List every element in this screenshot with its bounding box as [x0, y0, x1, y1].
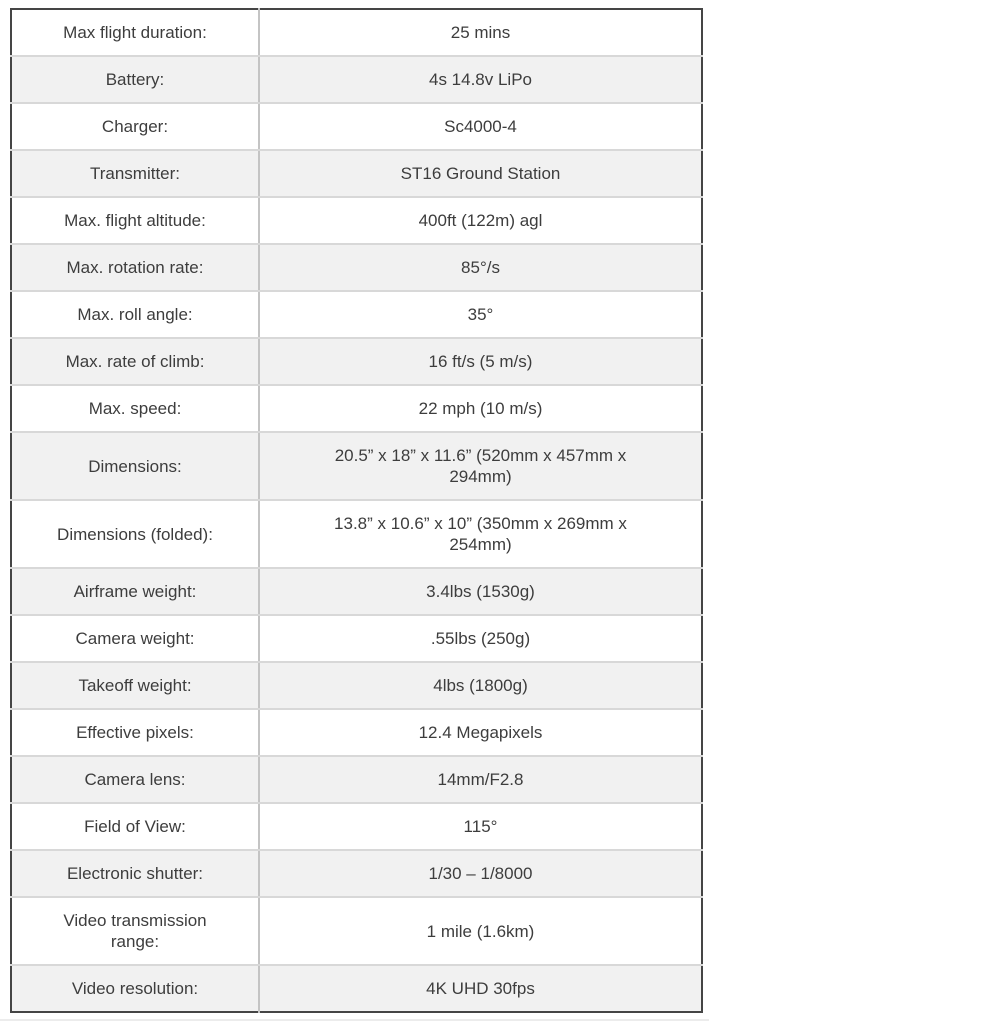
spec-label-cell — [11, 965, 259, 1012]
spec-value: 400ft (122m) agl — [418, 211, 543, 230]
spec-label-cell — [11, 56, 259, 103]
spec-label-cell — [11, 291, 259, 338]
spec-value-cell — [259, 291, 702, 338]
spec-value: 14mm/F2.8 — [437, 770, 524, 789]
spec-label: Electronic shutter: — [66, 864, 204, 883]
table-row — [11, 803, 702, 850]
spec-label: Max. speed: — [88, 399, 182, 418]
spec-value-cell — [259, 385, 702, 432]
spec-label: Video resolution: — [71, 979, 199, 998]
spec-value: 13.8” x 10.6” x 10” (350mm x 269mm x 254mm) — [334, 514, 627, 554]
table-row — [11, 850, 702, 897]
spec-value-cell — [259, 500, 702, 568]
spec-label: Max. rate of climb: — [65, 352, 205, 371]
spec-table — [10, 8, 703, 1013]
spec-value: 16 ft/s (5 m/s) — [428, 352, 533, 371]
spec-label: Max. flight altitude: — [64, 211, 206, 230]
spec-value-cell — [259, 150, 702, 197]
spec-value-cell — [259, 615, 702, 662]
spec-value: 4K UHD 30fps — [426, 979, 535, 998]
spec-label-cell — [11, 662, 259, 709]
spec-value: 4lbs (1800g) — [433, 676, 528, 695]
table-row — [11, 965, 702, 1012]
spec-label-cell — [11, 709, 259, 756]
table-row — [11, 56, 702, 103]
spec-label: Battery: — [105, 70, 165, 89]
spec-label-cell — [11, 500, 259, 568]
table-row — [11, 197, 702, 244]
spec-value: 25 mins — [450, 23, 511, 42]
table-row — [11, 756, 702, 803]
spec-value: 1 mile (1.6km) — [426, 921, 535, 941]
spec-label-cell — [11, 197, 259, 244]
spec-label: Max. rotation rate: — [66, 258, 204, 277]
spec-label: Camera weight: — [75, 629, 195, 648]
spec-value-cell — [259, 197, 702, 244]
spec-value-cell — [259, 756, 702, 803]
spec-label-cell — [11, 432, 259, 500]
spec-value-cell — [259, 568, 702, 615]
spec-label-cell — [11, 103, 259, 150]
spec-label: Dimensions (folded): — [57, 524, 213, 544]
spec-value: Sc4000-4 — [444, 117, 517, 136]
table-row — [11, 103, 702, 150]
spec-value: 85°/s — [461, 258, 500, 277]
spec-label-cell — [11, 756, 259, 803]
spec-value: ST16 Ground Station — [400, 164, 561, 183]
spec-label: Camera lens: — [84, 770, 186, 789]
table-row — [11, 9, 702, 56]
spec-value: 35° — [467, 305, 494, 324]
spec-value: 4s 14.8v LiPo — [428, 70, 532, 89]
table-row — [11, 662, 702, 709]
spec-label-cell — [11, 244, 259, 291]
spec-value-cell — [259, 850, 702, 897]
spec-label: Charger: — [101, 117, 169, 136]
table-row — [11, 500, 702, 568]
spec-label-cell — [11, 338, 259, 385]
spec-value-cell — [259, 56, 702, 103]
spec-value-cell — [259, 897, 702, 965]
spec-value: 115° — [463, 817, 498, 836]
spec-table-body — [11, 9, 702, 1012]
spec-label: Max. roll angle: — [77, 305, 193, 324]
table-row — [11, 615, 702, 662]
spec-label: Effective pixels: — [76, 723, 194, 742]
spec-value: 3.4lbs (1530g) — [426, 582, 535, 601]
spec-label: Max flight duration: — [63, 23, 207, 42]
spec-label-cell — [11, 803, 259, 850]
table-row — [11, 709, 702, 756]
spec-label-cell — [11, 568, 259, 615]
spec-label-cell — [11, 9, 259, 56]
table-shadow-line — [0, 1019, 709, 1021]
spec-label: Airframe weight: — [73, 582, 197, 601]
spec-value: 1/30 – 1/8000 — [428, 864, 533, 883]
spec-value-cell — [259, 338, 702, 385]
table-row — [11, 291, 702, 338]
table-row — [11, 897, 702, 965]
spec-value-cell — [259, 103, 702, 150]
spec-label: Dimensions: — [88, 456, 182, 476]
spec-value-cell — [259, 803, 702, 850]
spec-label-cell — [11, 897, 259, 965]
spec-label: Field of View: — [84, 817, 186, 836]
spec-label-cell — [11, 615, 259, 662]
spec-value-cell — [259, 432, 702, 500]
spec-label-cell — [11, 385, 259, 432]
spec-label: Video transmission range: — [63, 911, 207, 951]
spec-label: Takeoff weight: — [78, 676, 192, 695]
table-row — [11, 150, 702, 197]
spec-value: 20.5” x 18” x 11.6” (520mm x 457mm x 294mm) — [334, 446, 627, 486]
table-row — [11, 244, 702, 291]
table-row — [11, 385, 702, 432]
table-row — [11, 338, 702, 385]
spec-label-cell — [11, 850, 259, 897]
spec-value-cell — [259, 709, 702, 756]
table-row — [11, 568, 702, 615]
spec-value-cell — [259, 244, 702, 291]
spec-label-cell — [11, 150, 259, 197]
spec-value: 12.4 Megapixels — [418, 723, 543, 742]
spec-value-cell — [259, 965, 702, 1012]
spec-label: Transmitter: — [89, 164, 181, 183]
spec-value: 22 mph (10 m/s) — [418, 399, 543, 418]
spec-value-cell — [259, 9, 702, 56]
spec-value-cell — [259, 662, 702, 709]
table-row — [11, 432, 702, 500]
spec-value: .55lbs (250g) — [430, 629, 531, 648]
